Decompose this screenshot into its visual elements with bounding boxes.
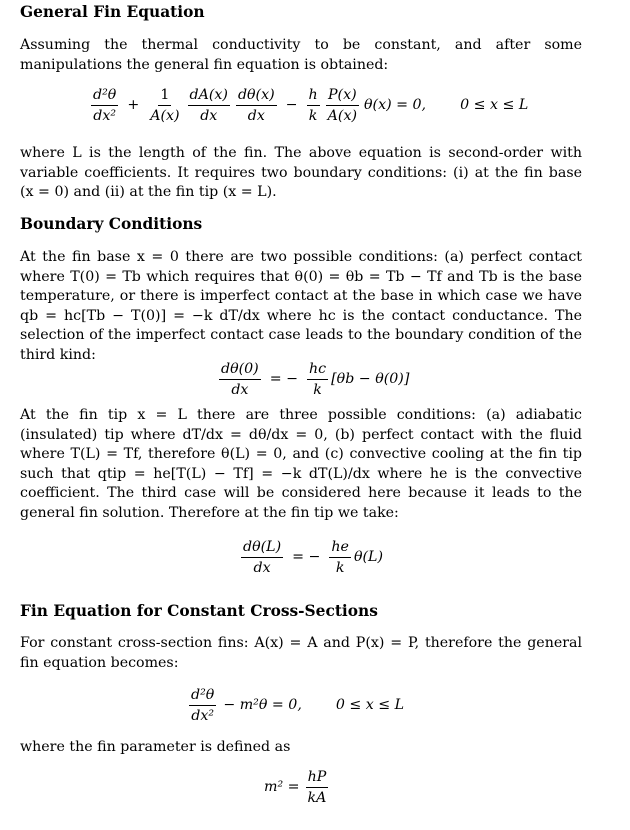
section-heading-general-fin-equation xyxy=(20,3,582,23)
equation-fin-parameter xyxy=(264,768,331,807)
paragraph xyxy=(20,406,582,524)
fraction xyxy=(219,360,261,399)
denominator: dx xyxy=(247,108,265,124)
denominator: k xyxy=(313,382,322,398)
equation-general-fin xyxy=(88,86,528,125)
fraction xyxy=(189,686,216,725)
equation-rhs: [θb − θ(0)] xyxy=(331,370,410,387)
fraction xyxy=(307,86,320,125)
paragraph xyxy=(20,248,582,366)
equation-range: 0 ≤ x ≤ L xyxy=(460,96,529,113)
section-heading-boundary-conditions xyxy=(20,215,582,235)
fraction xyxy=(329,538,351,577)
fraction xyxy=(307,360,328,399)
equation-rest: − m²θ = 0, xyxy=(223,696,302,713)
paragraph-text: At the fin tip x = L there are three possible conditions: (a) adiabatic (insulated) tip where dT/dx = dθ/dx = 0, (b) perfect contact with the fluid where T(L) = Tf, therefore θ(L) = 0, and (c) convective cooling at the fin tip such that qtip = he[T(L) − Tf] = −k dT(L)/dx where he is the convective coefficient. The third case will be considered here because it leads to the general fin solution. Therefore at the fin tip we take: xyxy=(20,407,582,521)
fraction xyxy=(326,86,359,125)
section-title: General Fin Equation xyxy=(20,3,205,21)
paragraph-text: Assuming the thermal conductivity to be constant, and after some manipulations the general fin equation is obtained: xyxy=(20,37,582,73)
fraction xyxy=(148,86,181,125)
numerator: 1 xyxy=(158,86,171,106)
equation-range: 0 ≤ x ≤ L xyxy=(335,696,405,713)
fraction xyxy=(188,86,230,125)
numerator: d²θ xyxy=(189,686,216,706)
section-title: Boundary Conditions xyxy=(20,215,203,233)
paragraph xyxy=(20,634,582,673)
numerator: dθ(x) xyxy=(236,86,277,106)
numerator: hc xyxy=(307,360,328,380)
paragraph-text: where L is the length of the fin. The above equation is second-order with variable coefficients. It requires two boundary conditions: (i) at the fin base (x = 0) and (ii) at the fin tip (x = L). xyxy=(20,145,582,201)
section-title: Fin Equation for Constant Cross-Sections xyxy=(20,602,378,620)
fraction xyxy=(236,86,277,125)
equation-constant-section xyxy=(186,686,404,725)
denominator: dx xyxy=(200,108,218,124)
denominator: dx² xyxy=(191,708,215,724)
numerator: dθ(L) xyxy=(241,538,283,558)
operator: = − xyxy=(292,548,321,565)
denominator: A(x) xyxy=(327,108,357,124)
paragraph xyxy=(20,738,582,758)
numerator: P(x) xyxy=(326,86,359,106)
equation-tip-condition xyxy=(238,538,383,577)
operator: + xyxy=(127,96,140,113)
numerator: hP xyxy=(306,768,329,788)
equation-lhs: m² = xyxy=(264,778,300,795)
paragraph xyxy=(20,36,582,75)
paragraph-text: For constant cross-section fins: A(x) = A and P(x) = P, therefore the general fin equation becomes: xyxy=(20,635,582,671)
paragraph xyxy=(20,144,582,203)
fraction xyxy=(91,86,118,125)
paragraph-text: where the fin parameter is defined as xyxy=(20,739,291,755)
operator: − xyxy=(285,96,298,113)
denominator: dx xyxy=(253,560,271,576)
numerator: he xyxy=(329,538,351,558)
section-heading-constant-cross-sections xyxy=(20,602,582,622)
numerator: dθ(0) xyxy=(219,360,261,380)
denominator: k xyxy=(308,108,318,124)
equation-tail: θ(x) = 0, xyxy=(364,96,427,113)
denominator: A(x) xyxy=(150,108,180,124)
paragraph-text: At the fin base x = 0 there are two possible conditions: (a) perfect contact where T(0) = Tb which requires that θ(0) = θb = Tb − Tf and Tb is the base temperature, or there is imperfect contact at the base in which case we have qb = hc[Tb − T(0)] = −k dT/dx where hc is the contact conductance. The selection of the imperfect contact case leads to the boundary condition of the third kind: xyxy=(20,249,582,363)
equation-base-condition xyxy=(216,360,409,399)
denominator: kA xyxy=(307,790,327,806)
fraction xyxy=(306,768,329,807)
denominator: dx xyxy=(231,382,249,398)
denominator: k xyxy=(335,560,345,576)
fraction xyxy=(241,538,283,577)
numerator: h xyxy=(307,86,320,106)
operator: = − xyxy=(269,370,299,387)
numerator: d²θ xyxy=(91,86,118,106)
numerator: dA(x) xyxy=(188,86,230,106)
equation-rhs: θ(L) xyxy=(353,548,384,565)
denominator: dx² xyxy=(93,108,117,124)
